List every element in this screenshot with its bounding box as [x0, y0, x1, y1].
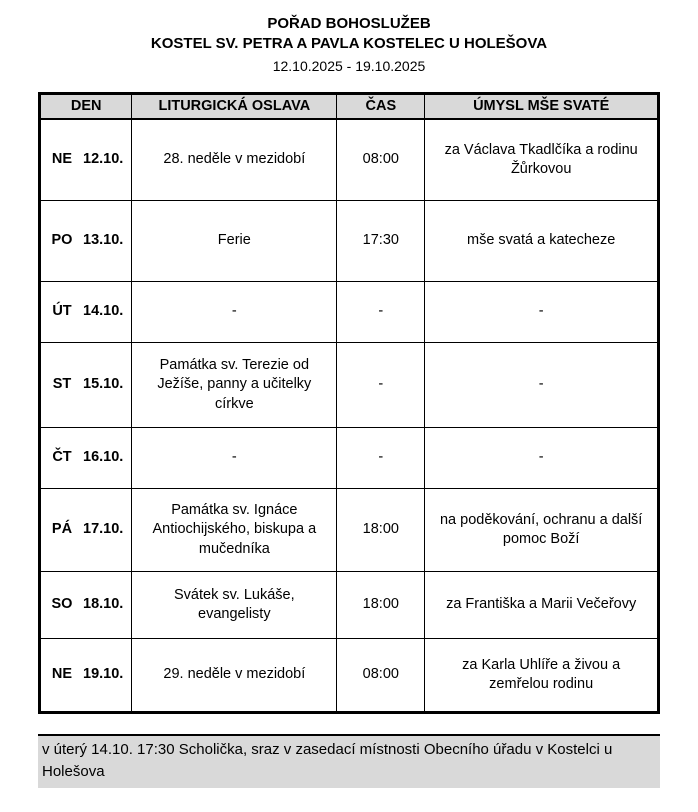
table-row [40, 343, 659, 428]
day-abbr: ÚT [52, 303, 72, 320]
intention-cell: za Františka a Marii Večeřovy [425, 572, 659, 639]
day-cell [40, 428, 132, 489]
day-abbr: NE [51, 666, 73, 683]
church-name: KOSTEL SV. PETRA A PAVLA KOSTELEC U HOLEŠOVA [150, 35, 548, 53]
celebration-cell: 28. neděle v mezidobí [132, 119, 337, 201]
day-date: 13.10. [83, 232, 124, 249]
table-row [40, 428, 659, 489]
intention-cell: za Václava Tkadlčíka a rodinu Žůrkovou [425, 119, 659, 201]
table-row [40, 489, 659, 572]
intention-cell: za Karla Uhlíře a živou a zemřelou rodinu [425, 639, 659, 713]
celebration-cell: 29. neděle v mezidobí [132, 639, 337, 713]
celebration-cell: - [132, 428, 337, 489]
day-date: 14.10. [83, 303, 124, 320]
intention-cell: - [425, 282, 659, 343]
intention-cell: - [425, 343, 659, 428]
day-date: 12.10. [83, 151, 124, 168]
day-cell [40, 343, 132, 428]
table-row [40, 639, 659, 713]
celebration-cell: - [132, 282, 337, 343]
day-abbr: PÁ [51, 521, 73, 538]
day-abbr: NE [51, 151, 73, 168]
table-row [40, 119, 659, 201]
day-date: 19.10. [83, 666, 124, 683]
column-header-day: DEN [40, 93, 132, 119]
footer-note: v úterý 14.10. 17:30 Scholička, sraz v zasedací místnosti Obecního úřadu v Kostelci u Holešova [38, 734, 660, 788]
celebration-cell: Svátek sv. Lukáše, evangelisty [132, 572, 337, 639]
day-cell [40, 489, 132, 572]
day-date: 15.10. [83, 376, 124, 393]
document-title: POŘAD BOHOSLUŽEB [267, 15, 431, 32]
day-abbr: SO [51, 596, 73, 613]
day-date: 18.10. [83, 596, 124, 613]
time-cell: - [337, 282, 425, 343]
time-cell: 18:00 [337, 489, 425, 572]
day-date: 17.10. [83, 521, 124, 538]
intention-cell: - [425, 428, 659, 489]
day-cell [40, 282, 132, 343]
time-cell: 18:00 [337, 572, 425, 639]
celebration-cell: Památka sv. Ignáce Antiochijského, biskupa a mučedníka [132, 489, 337, 572]
table-row [40, 282, 659, 343]
column-header-celebration: LITURGICKÁ OSLAVA [132, 93, 337, 119]
table-row [40, 201, 659, 282]
column-header-intention: ÚMYSL MŠE SVATÉ [425, 93, 659, 119]
time-cell: 08:00 [337, 119, 425, 201]
date-range: 12.10.2025 - 19.10.2025 [272, 57, 426, 74]
day-abbr: ČT [52, 449, 72, 466]
day-cell [40, 572, 132, 639]
time-cell: - [337, 428, 425, 489]
day-cell [40, 119, 132, 201]
table-header-row [40, 93, 659, 119]
time-cell: - [337, 343, 425, 428]
day-cell [40, 201, 132, 282]
time-cell: 08:00 [337, 639, 425, 713]
intention-cell: na poděkování, ochranu a další pomoc Boží [425, 489, 659, 572]
intention-cell: mše svatá a katecheze [425, 201, 659, 282]
schedule-table [38, 92, 660, 715]
celebration-cell: Ferie [132, 201, 337, 282]
day-date: 16.10. [83, 449, 124, 466]
day-abbr: ST [52, 376, 72, 393]
time-cell: 17:30 [337, 201, 425, 282]
table-row [40, 572, 659, 639]
celebration-cell: Památka sv. Terezie od Ježíše, panny a učitelky církve [132, 343, 337, 428]
day-cell [40, 639, 132, 713]
day-abbr: PO [51, 232, 73, 249]
document-header [38, 14, 660, 74]
column-header-time: ČAS [337, 93, 425, 119]
